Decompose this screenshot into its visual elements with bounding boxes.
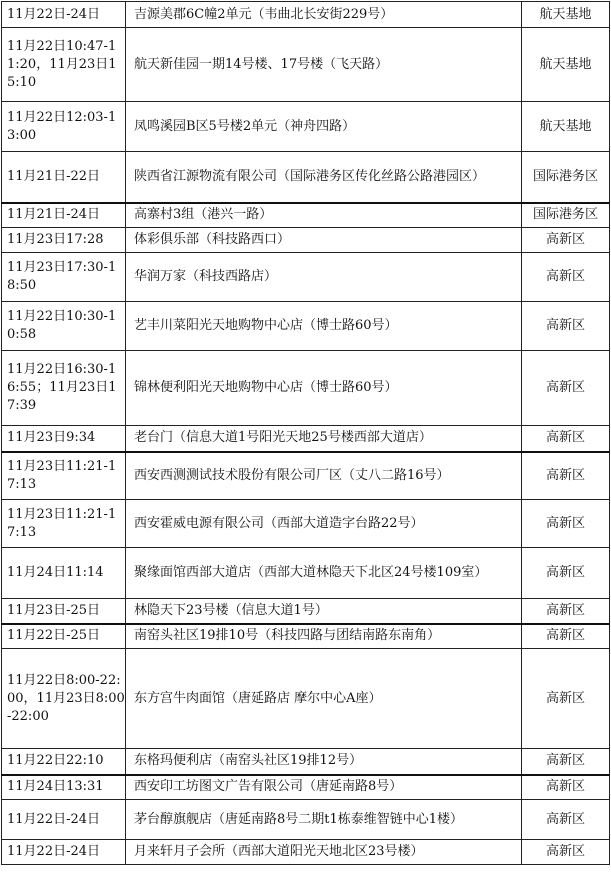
district-cell: 高新区 — [522, 500, 610, 548]
table-row — [2, 28, 610, 102]
table-row — [2, 203, 610, 228]
place-cell: 吉源美郡6C幢2单元（韦曲北长安街229号） — [126, 2, 522, 28]
time-cell: 11月22日10:47-11:20，11月23日15:10 — [2, 28, 126, 102]
district-cell: 高新区 — [522, 426, 610, 452]
district-cell: 航天基地 — [522, 102, 610, 152]
place-cell: 体彩俱乐部（科技路西口） — [126, 228, 522, 253]
table-row — [2, 599, 610, 624]
district-cell: 国际港务区 — [522, 152, 610, 203]
table-row — [2, 302, 610, 351]
place-cell: 茅台醇旗舰店（唐延南路8号二期t1栋泰维智链中心1楼） — [126, 800, 522, 840]
place-cell: 航天新佳园一期14号楼、17号楼（飞天路） — [126, 28, 522, 102]
time-cell: 11月22日8:00-22:00，11月23日8:00-22:00 — [2, 649, 126, 749]
place-cell: 老台门（信息大道1号阳光天地25号楼西部大道店） — [126, 426, 522, 452]
place-cell: 高寨村3组（港兴一路） — [126, 203, 522, 228]
table-row — [2, 253, 610, 302]
place-cell: 月来轩月子会所（西部大道阳光天地北区23号楼） — [126, 840, 522, 865]
place-cell: 陕西省江源物流有限公司（国际港务区传化丝路公路港园区） — [126, 152, 522, 203]
place-cell: 艺丰川菜阳光天地购物中心店（博士路60号） — [126, 302, 522, 351]
district-cell: 航天基地 — [522, 2, 610, 28]
time-cell: 11月22日-25日 — [2, 624, 126, 649]
time-cell: 11月22日22:10 — [2, 749, 126, 775]
time-cell: 11月23日11:21-17:13 — [2, 500, 126, 548]
district-cell: 高新区 — [522, 800, 610, 840]
table-row — [2, 228, 610, 253]
risk-location-table — [1, 1, 610, 865]
time-cell: 11月21日-24日 — [2, 203, 126, 228]
table-row — [2, 102, 610, 152]
table-row — [2, 426, 610, 452]
place-cell: 东格玛便利店（南窑头社区19排12号） — [126, 749, 522, 775]
place-cell: 华润万家（科技西路店） — [126, 253, 522, 302]
district-cell: 航天基地 — [522, 28, 610, 102]
time-cell: 11月23日9:34 — [2, 426, 126, 452]
district-cell: 国际港务区 — [522, 203, 610, 228]
district-cell: 高新区 — [522, 775, 610, 800]
place-cell: 西安西测测试技术股份有限公司厂区（丈八二路16号） — [126, 452, 522, 500]
table-row — [2, 548, 610, 599]
district-cell: 高新区 — [522, 228, 610, 253]
time-cell: 11月22日-24日 — [2, 2, 126, 28]
time-cell: 11月22日-24日 — [2, 800, 126, 840]
table-body — [2, 2, 610, 865]
place-cell: 凤鸣溪园B区5号楼2单元（神舟四路） — [126, 102, 522, 152]
table-row — [2, 351, 610, 426]
table-row — [2, 800, 610, 840]
table-row — [2, 775, 610, 800]
place-cell: 南窑头社区19排10号（科技四路与团结南路东南角） — [126, 624, 522, 649]
place-cell: 东方宫牛肉面馆（唐延路店 摩尔中心A座） — [126, 649, 522, 749]
district-cell: 高新区 — [522, 649, 610, 749]
table-row — [2, 2, 610, 28]
time-cell: 11月23日17:28 — [2, 228, 126, 253]
time-cell: 11月22日10:30-10:58 — [2, 302, 126, 351]
district-cell: 高新区 — [522, 452, 610, 500]
time-cell: 11月23日11:21-17:13 — [2, 452, 126, 500]
district-cell: 高新区 — [522, 351, 610, 426]
place-cell: 西安印工坊图文广告有限公司（唐延南路8号） — [126, 775, 522, 800]
table-row — [2, 840, 610, 865]
time-cell: 11月22日12:03-13:00 — [2, 102, 126, 152]
district-cell: 高新区 — [522, 302, 610, 351]
time-cell: 11月22日16:30-16:55；11月23日17:39 — [2, 351, 126, 426]
time-cell: 11月24日13:31 — [2, 775, 126, 800]
district-cell: 高新区 — [522, 624, 610, 649]
table-row — [2, 624, 610, 649]
time-cell: 11月23日17:30-18:50 — [2, 253, 126, 302]
time-cell: 11月24日11:14 — [2, 548, 126, 599]
table-row — [2, 749, 610, 775]
table-row — [2, 500, 610, 548]
time-cell: 11月21日-22日 — [2, 152, 126, 203]
district-cell: 高新区 — [522, 548, 610, 599]
time-cell: 11月23日-25日 — [2, 599, 126, 624]
place-cell: 锦林便利阳光天地购物中心店（博士路60号） — [126, 351, 522, 426]
table-row — [2, 649, 610, 749]
table-row — [2, 152, 610, 203]
table-row — [2, 452, 610, 500]
place-cell: 林隐天下23号楼（信息大道1号） — [126, 599, 522, 624]
place-cell: 西安霍威电源有限公司（西部大道造字台路22号） — [126, 500, 522, 548]
district-cell: 高新区 — [522, 253, 610, 302]
district-cell: 高新区 — [522, 749, 610, 775]
district-cell: 高新区 — [522, 840, 610, 865]
district-cell: 高新区 — [522, 599, 610, 624]
place-cell: 聚缘面馆西部大道店（西部大道林隐天下北区24号楼109室） — [126, 548, 522, 599]
time-cell: 11月22日-24日 — [2, 840, 126, 865]
